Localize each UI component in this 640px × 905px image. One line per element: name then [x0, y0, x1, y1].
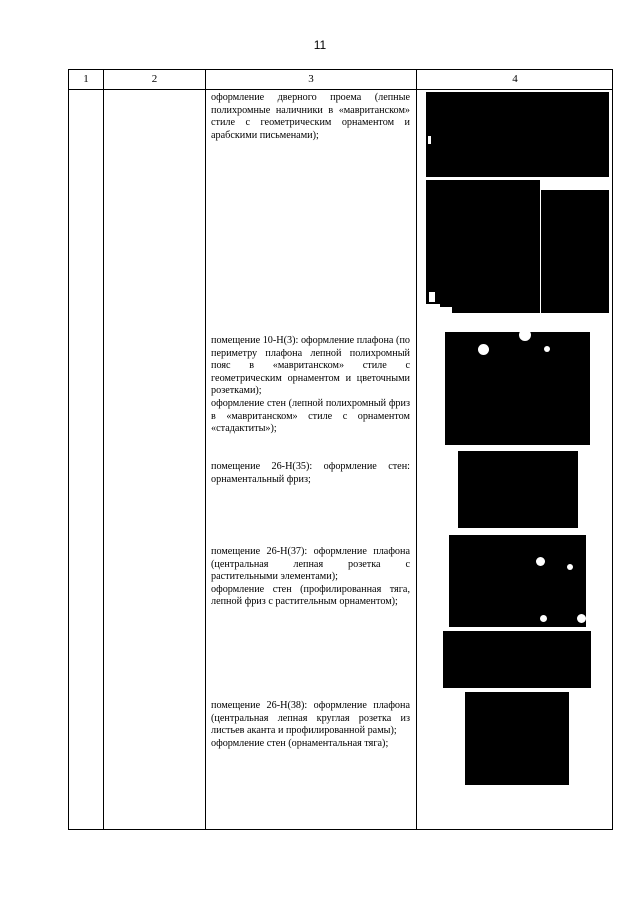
photo-artifact [519, 329, 531, 341]
photo-artifact [540, 615, 547, 622]
photo-artifact [544, 346, 550, 352]
header-col-2: 2 [151, 73, 158, 85]
photo-26n37-top [449, 535, 586, 627]
photo-26n35 [458, 451, 578, 528]
column-divider [205, 70, 206, 829]
photo-artifact [426, 304, 440, 313]
photo-artifact [577, 614, 586, 623]
entry-text: помещение 26-Н(37): оформление плафона (центральная лепная розетка с растительными элементами); [211, 546, 410, 583]
entry-room-26n37 [211, 546, 410, 609]
entry-text: оформление стен (орнаментальная тяга); [211, 737, 389, 749]
entry-text: оформление стен (лепной полихромный фриз в «мавританском» стиле с орнаментом «стадактиты»); [211, 397, 410, 435]
photo-artifact [536, 557, 545, 566]
column-divider [103, 70, 104, 829]
photo-artifact [440, 307, 452, 313]
photo-artifact [567, 564, 573, 570]
entry-text: помещение 26-Н(38): оформление плафона (центральная лепная круглая розетка из листьев аканта и профилированной рамы); [211, 700, 410, 737]
column-divider [416, 70, 417, 829]
photo-artifact [478, 344, 489, 355]
page-number: 11 [313, 38, 327, 52]
photo-10n3 [445, 332, 590, 445]
photo-door-left [426, 180, 540, 313]
photo-artifact [428, 136, 431, 144]
header-col-4: 4 [512, 73, 518, 85]
entry-text: помещение 26-Н(35): оформление стен: орнаментальный фриз; [211, 461, 410, 485]
entry-door-description [211, 92, 410, 142]
entry-room-26n35 [211, 461, 410, 486]
header-divider [69, 89, 612, 90]
photo-26n37-bottom [443, 631, 591, 688]
entry-text: помещение 10-Н(3): оформление плафона (по периметру плафона лепной полихромный пояс в «мавританском» стиле с геометрическим орнаментом и цветочными розетками); [211, 335, 410, 397]
entry-room-10n3 [211, 335, 410, 436]
document-table [68, 69, 613, 830]
entry-text: оформление стен (профилированная тяга, лепной фриз с растительным орнаментом); [211, 583, 410, 608]
photo-door-right [541, 190, 609, 313]
photo-artifact [429, 292, 435, 302]
header-col-1: 1 [83, 73, 89, 85]
photo-26n38 [465, 692, 569, 785]
entry-text: оформление дверного проема (лепные полихромные наличники в «мавританском» стиле с геометрическим орнаментом и арабскими письменами); [211, 92, 410, 141]
entry-room-26n38 [211, 700, 410, 750]
header-col-3: 3 [308, 73, 314, 85]
photo-door-top [426, 92, 609, 177]
